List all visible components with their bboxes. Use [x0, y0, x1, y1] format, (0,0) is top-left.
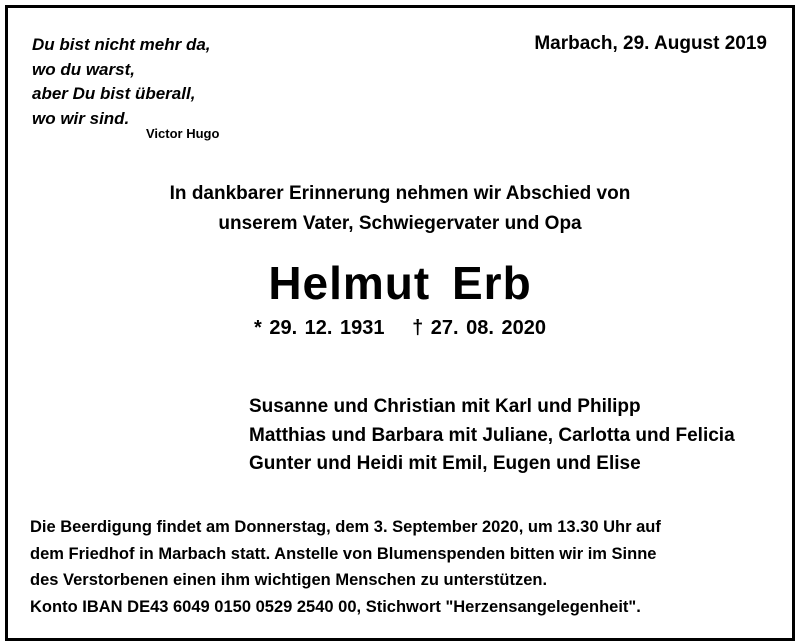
death-date: † 27. 08. 2020 [412, 317, 546, 339]
poem [32, 33, 211, 131]
mourner-line: Gunter und Heidi mit Emil, Eugen und Elise [249, 453, 641, 474]
place-date: Marbach, 29. August 2019 [534, 33, 767, 54]
poem-line: wo wir sind. [32, 108, 130, 128]
funeral-info [30, 514, 661, 620]
funeral-line: dem Friedhof in Marbach statt. Anstelle von Blumenspenden bitten wir im Sinne [30, 544, 657, 563]
poem-line: wo du warst, [32, 59, 135, 79]
intro-line: In dankbarer Erinnerung nehmen wir Abschied von [169, 183, 631, 204]
deceased-name: Helmut Erb [268, 257, 532, 309]
intro-line: unserem Vater, Schwiegervater und Opa [218, 213, 582, 234]
funeral-line: Konto IBAN DE43 6049 0150 0529 2540 00, Stichwort "Herzensangelegenheit". [30, 597, 641, 616]
mourners-list [249, 393, 735, 479]
birth-date: * 29. 12. 1931 [253, 317, 385, 339]
intro-text [0, 179, 800, 239]
poem-author: Victor Hugo [146, 126, 220, 141]
funeral-line: Die Beerdigung findet am Donnerstag, dem 3. September 2020, um 13.30 Uhr auf [30, 518, 661, 536]
poem-line: Du bist nicht mehr da, [32, 35, 211, 54]
mourner-line: Matthias und Barbara mit Juliane, Carlotta und Felicia [249, 424, 735, 446]
mourner-line: Susanne und Christian mit Karl und Philipp [249, 396, 641, 417]
funeral-line: des Verstorbenen einen ihm wichtigen Menschen zu unterstützen. [30, 571, 548, 589]
life-dates [0, 317, 800, 340]
poem-line: aber Du bist überall, [32, 84, 196, 103]
